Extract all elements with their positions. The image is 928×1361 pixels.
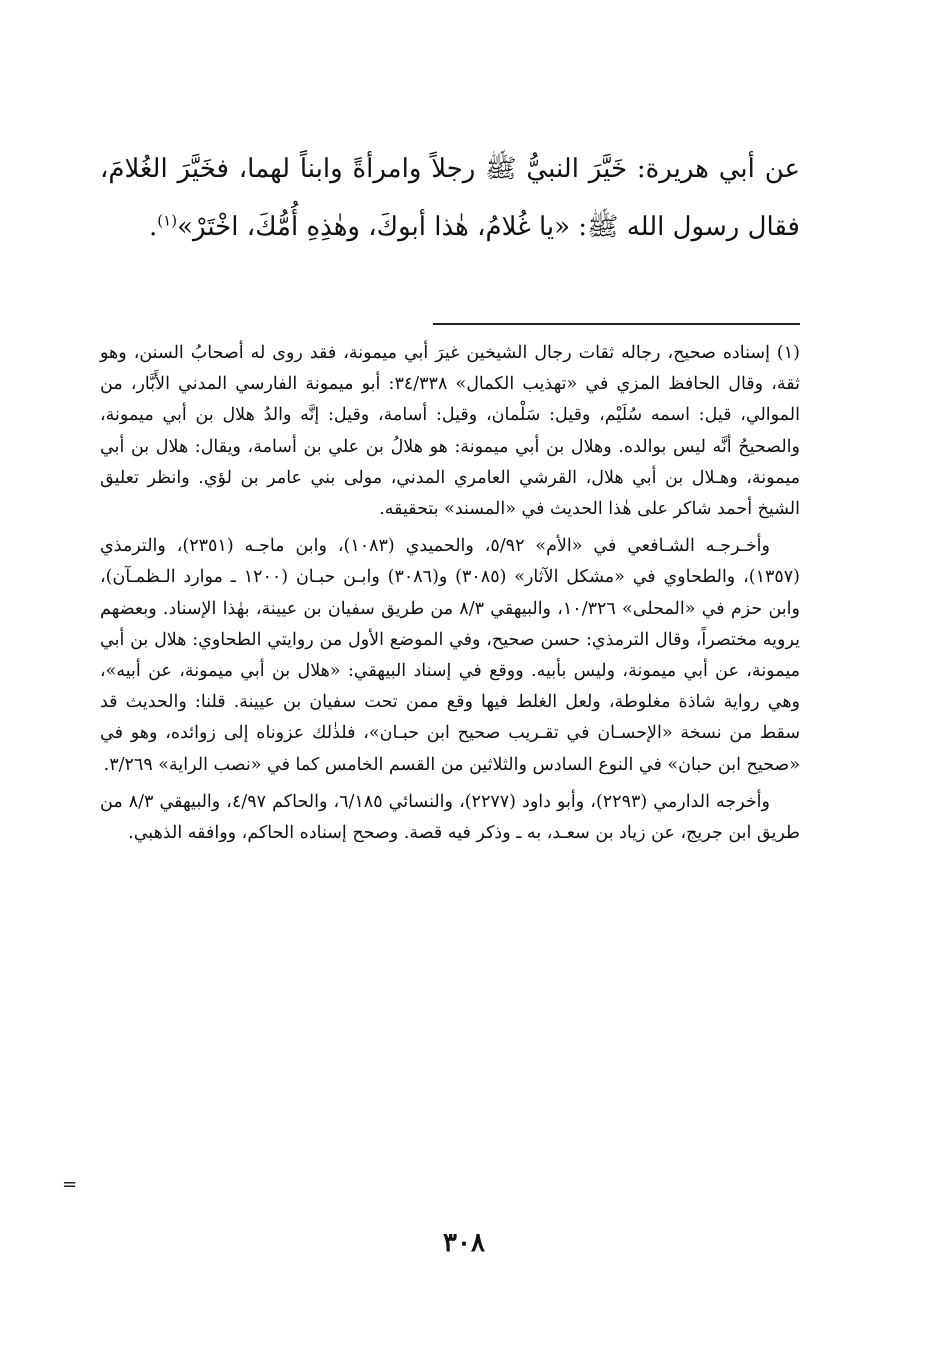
footnote-reference[interactable]: (١) — [157, 211, 178, 230]
page-number: ٣٠٨ — [443, 1228, 485, 1258]
footnote-separator-rule — [433, 323, 800, 325]
hadith-text-block — [100, 140, 800, 256]
continuation-mark: = — [62, 1174, 78, 1195]
hadith-text: عن أبي هريرة: خَيَّرَ النبيُّ ﷺ رجلاً وامرأةً وابناً لهما، فخَيَّرَ الغُلامَ، فقال رسول الله ﷺ: «يا غُلامُ، هٰذا أبوكَ، وهٰذِهِ أُمُّكَ، اخْتَرْ» — [100, 154, 800, 242]
footnote-paragraph-3: وأخرجه الدارمي (٢٢٩٣)، وأبو داود (٢٢٧٧)، والنسائي ٦/١٨٥، والحاكم ٤/٩٧، والبيهقي ٨/٣ من طريق ابن جريج، عن زياد بن سعـد، به ـ وذكر فيه قصة. وصحح إسناده الحاكم، ووافقه الذهبي. — [100, 791, 800, 844]
footnote-paragraph-1: (١) إسناده صحيح، رجاله ثقات رجال الشيخين غيرَ أبي ميمونة، فقد روى له أصحابُ السنن، وهو ثقة، وقال الحافظ المزي في «تهذيب الكمال» ٣٤/٣٣٨: أبو ميمونة الفارسي المدني الأَبَّار، من الموالي، قيل: اسمه سُلَيْم، وقيل: سَلْمان، وقيل: أسامة، وقيل: إنَّه والدُ هلال بن أبي ميمونة، والصحيحُ أنَّه ليس بوالده. وهلال بن أبي ميمونة: هو هلالُ بن علي بن أسامة، ويقال: هلال بن أبي ميمونة، وهـلال بن أبي هلال، القرشي العامري المدني، مولى بني عامر بن لؤي. وانظر تعليق الشيخ أحمد شاكر على هٰذا الحديث في «المسند» بتحقيقه. — [100, 343, 800, 520]
footnotes-block — [100, 338, 800, 849]
footnote-paragraph-2: وأخـرجـه الشـافعي في «الأم» ٥/٩٢، والحميدي (١٠٨٣)، وابن ماجـه (٢٣٥١)، والترمذي (١٣٥٧)، والطحاوي في «مشكل الآثار» (٣٠٨٥) و(٣٠٨٦) وابـن حبـان (١٢٠٠ ـ موارد الـظمـآن)، وابن حزم في «المحلى» ١٠/٣٢٦، والبيهقي ٨/٣ من طريق سفيان بن عيينة، بهٰذا الإسناد. وبعضهم يرويه مختصراً، وقال الترمذي: حسن صحيح، وفي الموضع الأول من روايتي الطحاوي: هلال بن أبي ميمونة، عن أبي ميمونة، وليس بأبيه. ووقع في إسناد البيهقي: «هلال بن أبي ميمونة، عن أبيه»، وهي رواية شاذة مغلوطة، ولعل الغلط فيها وقع ممن تحت سفيان بن عيينة. قلنا: والحديث قد سقط من نسخة «الإحسـان في تقـريب صحيح ابن حبـان»، فلذٰلك عزوناه إلى زوائده، وهو في «صحيح ابن حبان» في النوع السادس والثلاثين من القسم الخامس كما في «نصب الراية» ٣/٢٦٩. — [100, 536, 800, 775]
hadith-end-mark: . — [149, 212, 158, 242]
hadith-paragraph — [100, 140, 800, 256]
